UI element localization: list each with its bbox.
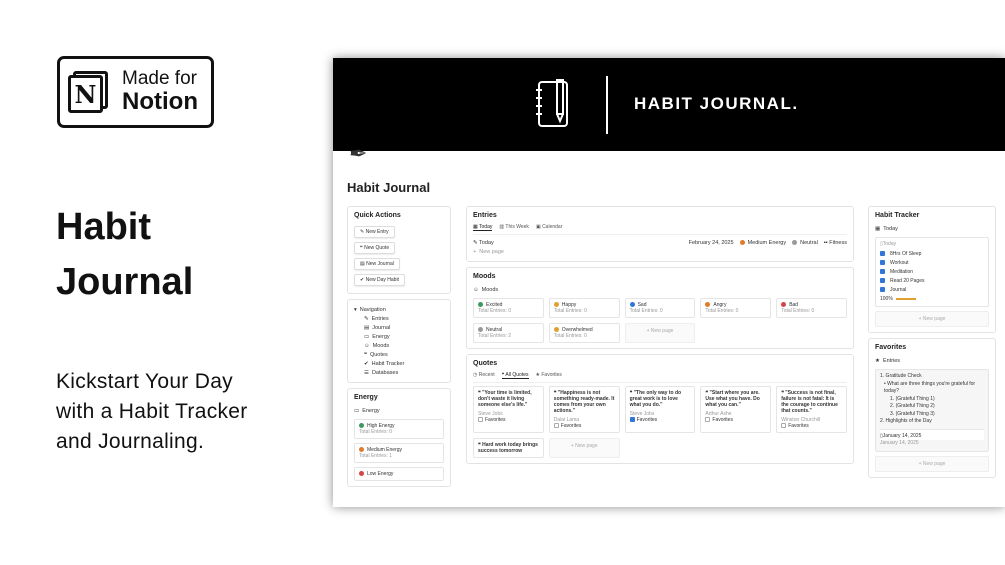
new-quote-button[interactable]: ❝ New Quote — [354, 242, 395, 254]
energy-item-high[interactable]: High Energy Total Entries: 0 — [354, 419, 444, 439]
badge-line2: Notion — [122, 88, 198, 116]
nav-energy[interactable]: ▭ Energy — [364, 333, 390, 340]
hero-title: Habit Journal — [56, 206, 194, 303]
left-column — [347, 206, 451, 492]
moods-new-page[interactable]: + New page — [625, 323, 696, 343]
check-icon: ✔ — [364, 360, 369, 367]
habit-new-page[interactable]: + New page — [875, 311, 989, 327]
quote-card[interactable]: ❝ "The only way to do great work is to love what you do." Steve Jobs Favorites — [625, 386, 696, 433]
favorite-checkbox[interactable] — [554, 423, 559, 428]
right-column — [868, 206, 996, 483]
favorites-card — [868, 338, 996, 478]
habit-day-card[interactable]: ▯Today 8Hrs Of Sleep Workout Meditation Read 20 Pages Journal 100% — [875, 237, 989, 307]
battery-icon: ▭ — [364, 333, 370, 340]
favorites-new-page[interactable]: + New page — [875, 456, 989, 472]
nav-habit-tracker[interactable]: ✔ Habit Tracker — [364, 360, 405, 367]
favorite-entry-card[interactable]: 1. Gratitude Check • What are three things you're grateful for today? 1. (Grateful Thing 1) 2. (Grateful Thing 2) 3. (Grateful Thing 3) 2. Highlights of the Day ▯January 14, 2025 January 14, 2025 — [875, 369, 989, 452]
moods-view-tab[interactable]: ☺ Moods — [473, 286, 499, 293]
journal-icon — [533, 78, 573, 132]
energy-title: Energy — [354, 394, 378, 401]
new-entry-button[interactable]: ✎ New Entry — [354, 226, 395, 238]
entries-card — [466, 206, 854, 262]
badge-line1: Made for — [122, 68, 197, 90]
mood-sad[interactable]: Sad Total Entries: 0 — [625, 298, 696, 318]
banner-title: HABIT JOURNAL. — [634, 94, 799, 113]
page-title: Habit Journal — [347, 180, 431, 195]
quote-card[interactable]: ❝ "Success is not final, failure is not fatal: It is the courage to continue that counts." Winston Churchill Favorites — [776, 386, 847, 433]
progress-label: 100% — [880, 295, 893, 302]
habit-checkbox[interactable] — [880, 251, 885, 256]
table-icon: ▦ — [875, 225, 881, 232]
star-icon: ★ — [875, 357, 880, 364]
mood-angry[interactable]: Angry Total Entries: 0 — [700, 298, 771, 318]
tab-all-quotes[interactable]: ❝ All Quotes — [501, 372, 529, 378]
notion-logo-icon: N — [68, 71, 108, 113]
quote-icon: ❝ — [364, 351, 367, 358]
quick-actions-card — [347, 206, 451, 294]
mood-happy[interactable]: Happy Total Entries: 0 — [549, 298, 620, 318]
favorite-checkbox[interactable] — [705, 417, 710, 422]
favorites-title: Favorites — [875, 344, 907, 351]
quill-page-icon: ✒ — [349, 141, 368, 166]
tab-today[interactable]: ▦ Today — [473, 224, 493, 230]
mood-excited[interactable]: Excited Total Entries: 0 — [473, 298, 544, 318]
battery-icon: ▭ — [354, 407, 360, 414]
middle-column — [466, 206, 854, 469]
quotes-card — [466, 354, 854, 464]
quote-card[interactable]: ❝ "Happiness is not something ready-made. It comes from your own actions." Dalai Lama Favorites — [549, 386, 620, 433]
smile-icon: ☺ — [364, 342, 370, 349]
favorite-checkbox[interactable] — [630, 417, 635, 422]
quick-actions-title: Quick Actions — [354, 212, 401, 219]
book-icon: ▤ — [364, 324, 370, 331]
nav-databases[interactable]: ☰ Databases — [364, 369, 399, 376]
new-day-habit-button[interactable]: ✔ New Day Habit — [354, 274, 405, 286]
nav-quotes[interactable]: ❝ Quotes — [364, 351, 388, 358]
quote-card[interactable]: ❝ Hard work today brings success tomorrow — [473, 438, 544, 458]
entries-new-page[interactable]: + New page — [473, 248, 504, 255]
page-banner — [333, 58, 1005, 151]
habit-checkbox[interactable] — [880, 278, 885, 283]
navigation-toggle[interactable]: ▾ Navigation — [354, 306, 386, 313]
smile-icon: ☺ — [473, 286, 479, 293]
quote-card[interactable]: ❝ "Start where you are. Use what you have. Do what you can." Arthur Ashe Favorites — [700, 386, 771, 433]
database-icon: ☰ — [364, 369, 369, 376]
nav-moods[interactable]: ☺ Moods — [364, 342, 390, 349]
moods-card — [466, 267, 854, 349]
energy-item-low[interactable]: Low Energy — [354, 467, 444, 481]
banner-divider — [606, 76, 608, 134]
energy-item-medium[interactable]: Medium Energy Total Entries: 1 — [354, 443, 444, 463]
made-for-notion-badge — [57, 56, 214, 128]
notion-screenshot — [333, 58, 1005, 507]
pencil-icon: ✎ — [473, 239, 478, 246]
habit-checkbox[interactable] — [880, 260, 885, 265]
mood-neutral[interactable]: Neutral Total Entries: 2 — [473, 323, 544, 343]
habit-checkbox[interactable] — [880, 287, 885, 292]
favorite-checkbox[interactable] — [781, 423, 786, 428]
favorite-checkbox[interactable] — [478, 417, 483, 422]
progress-bar — [896, 298, 916, 300]
mood-overwhelmed[interactable]: Overwhelmed Total Entries: 0 — [549, 323, 620, 343]
habit-checkbox[interactable] — [880, 269, 885, 274]
habit-tracker-title: Habit Tracker — [875, 212, 920, 219]
entry-row[interactable]: ✎ Today February 24, 2025 Medium Energy Neutral ▪▪ Fitness — [473, 239, 847, 246]
nav-entries[interactable]: ✎ Entries — [364, 315, 389, 322]
pencil-icon: ✎ — [364, 315, 369, 322]
tab-favorites[interactable]: ★ Favorites — [535, 372, 562, 378]
tab-this-week[interactable]: ▥ This Week — [499, 224, 529, 230]
dumbbell-icon: ▪▪ — [823, 239, 828, 246]
new-journal-button[interactable]: ▤ New Journal — [354, 258, 400, 270]
energy-card — [347, 388, 451, 487]
navigation-card — [347, 299, 451, 383]
mood-bad[interactable]: Bad Total Entries: 0 — [776, 298, 847, 318]
entries-title: Entries — [473, 212, 497, 219]
energy-view-tab[interactable]: ▭ Energy — [354, 407, 380, 414]
habit-tracker-card — [868, 206, 996, 333]
quote-card[interactable]: ❝ "Your time is limited, don't waste it living someone else's life." Steve Jobs Favorites — [473, 386, 544, 433]
habit-view-tab[interactable]: ▦ Today — [875, 225, 898, 232]
quotes-new-page[interactable]: + New page — [549, 438, 620, 458]
tab-recent[interactable]: ◷ Recent — [473, 372, 495, 378]
moods-title: Moods — [473, 273, 496, 280]
quotes-title: Quotes — [473, 360, 498, 367]
nav-journal[interactable]: ▤ Journal — [364, 324, 391, 331]
tab-calendar[interactable]: ▣ Calendar — [535, 224, 563, 230]
hero-subtitle: Kickstart Your Day with a Habit Tracker and Journaling. — [56, 370, 248, 453]
favorites-view-tab[interactable]: ★ Entries — [875, 357, 901, 364]
caret-down-icon: ▾ — [354, 306, 357, 313]
